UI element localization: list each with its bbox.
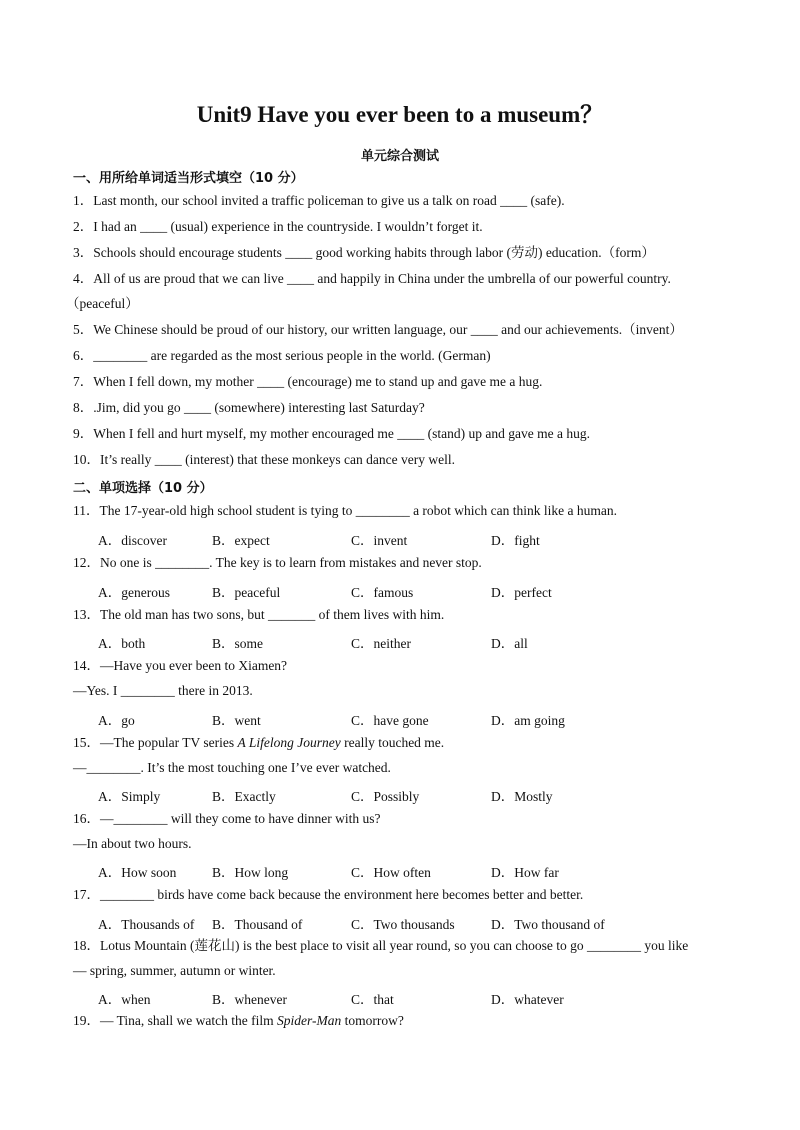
option-14-b: B．went xyxy=(212,713,261,728)
question-3: 3．Schools should encourage students ____ good working habits through labor (劳动) education.（form） xyxy=(73,245,655,260)
question-16-line-2: —In about two hours. xyxy=(73,836,192,851)
option-12-b: B．peaceful xyxy=(212,585,281,600)
option-13-b: B．some xyxy=(212,636,264,651)
option-11-a: A．discover xyxy=(98,533,167,548)
option-12-d: D．perfect xyxy=(491,585,552,600)
page-title: Unit9 Have you ever been to a museum？ xyxy=(196,102,604,127)
question-14-line-1: 14．—Have you ever been to Xiamen? xyxy=(73,658,288,673)
question-4-line-1: 4．All of us are proud that we can live ____ and happily in China under the umbrella of our powerful country. xyxy=(73,271,671,286)
option-11-c: C．invent xyxy=(351,533,408,548)
question-4-line-2: （peaceful） xyxy=(66,296,139,311)
question-14-line-2: —Yes. I ________ there in 2013. xyxy=(73,683,253,698)
option-13-a: A．both xyxy=(98,636,146,651)
question-16-line-1: 16．—________ will they come to have dinner with us? xyxy=(73,811,381,826)
question-1: 1．Last month, our school invited a traffic policeman to give us a talk on road ____ (safe). xyxy=(73,193,565,208)
question-11: 11．The 17-year-old high school student is tying to ________ a robot which can think like a human. xyxy=(73,503,618,518)
option-17-b: B．Thousand of xyxy=(212,917,303,932)
option-12-c: C．famous xyxy=(351,585,414,600)
question-15-series-title: A Lifelong Journey xyxy=(237,735,341,750)
option-14-a: A．go xyxy=(98,713,135,728)
option-14-d: D．am going xyxy=(491,713,565,728)
question-18-line-2: — spring, summer, autumn or winter. xyxy=(73,963,276,978)
question-19-text-pre: 19．— Tina, shall we watch the film xyxy=(73,1013,277,1028)
question-17: 17．________ birds have come back because the environment here becomes better and better. xyxy=(73,887,584,902)
option-15-d: D．Mostly xyxy=(491,789,553,804)
option-17-c: C．Two thousands xyxy=(351,917,455,932)
option-15-b: B．Exactly xyxy=(212,789,276,804)
option-16-d: D．How far xyxy=(491,865,559,880)
question-5: 5．We Chinese should be proud of our history, our written language, our ____ and our achievements.（invent） xyxy=(73,322,683,337)
question-10: 10．It’s really ____ (interest) that these monkeys can dance very well. xyxy=(73,452,456,467)
question-19 xyxy=(73,1013,404,1029)
option-18-a: A．when xyxy=(98,992,151,1007)
question-9: 9．When I fell and hurt myself, my mother encouraged me ____ (stand) up and gave me a hug. xyxy=(73,426,590,441)
option-11-d: D．fight xyxy=(491,533,540,548)
question-6: 6．________ are regarded as the most serious people in the world. (German) xyxy=(73,348,491,363)
question-15-text-post: really touched me. xyxy=(340,735,445,750)
page-subtitle: 单元综合测试 xyxy=(360,149,439,164)
question-2: 2．I had an ____ (usual) experience in the countryside. I wouldn’t forget it. xyxy=(73,219,483,234)
option-16-a: A．How soon xyxy=(98,865,177,880)
question-19-text-post: tomorrow? xyxy=(341,1013,404,1028)
option-16-b: B．How long xyxy=(212,865,289,880)
option-18-c: C．that xyxy=(351,992,394,1007)
question-15-line-2: —________. It’s the most touching one I’ve ever watched. xyxy=(73,760,391,775)
option-17-d: D．Two thousand of xyxy=(491,917,605,932)
question-13: 13．The old man has two sons, but _______ of them lives with him. xyxy=(73,607,445,622)
option-17-a: A．Thousands of xyxy=(98,917,195,932)
question-15-text-pre: 15．—The popular TV series xyxy=(73,735,238,750)
question-7: 7．When I fell down, my mother ____ (encourage) me to stand up and gave me a hug. xyxy=(73,374,543,389)
option-12-a: A．generous xyxy=(98,585,170,600)
option-18-d: D．whatever xyxy=(491,992,564,1007)
option-13-d: D．all xyxy=(491,636,528,651)
section-heading-fill-blank: 一、用所给单词适当形式填空（10 分） xyxy=(73,171,304,186)
question-19-film-title: Spider-Man xyxy=(276,1013,342,1028)
question-12: 12．No one is ________. The key is to learn from mistakes and never stop. xyxy=(73,555,482,570)
question-15-line-1 xyxy=(73,735,444,751)
option-14-c: C．have gone xyxy=(351,713,429,728)
question-18-line-1: 18．Lotus Mountain (莲花山) is the best place to visit all year round, so you can choose to go ________ you like xyxy=(73,938,689,953)
option-16-c: C．How often xyxy=(351,865,431,880)
option-18-b: B．whenever xyxy=(212,992,287,1007)
option-15-c: C．Possibly xyxy=(351,789,420,804)
option-11-b: B．expect xyxy=(212,533,270,548)
option-13-c: C．neither xyxy=(351,636,411,651)
section-heading-multiple-choice: 二、单项选择（10 分） xyxy=(73,481,213,496)
option-15-a: A．Simply xyxy=(98,789,161,804)
question-8: 8．.Jim, did you go ____ (somewhere) interesting last Saturday? xyxy=(73,400,425,415)
